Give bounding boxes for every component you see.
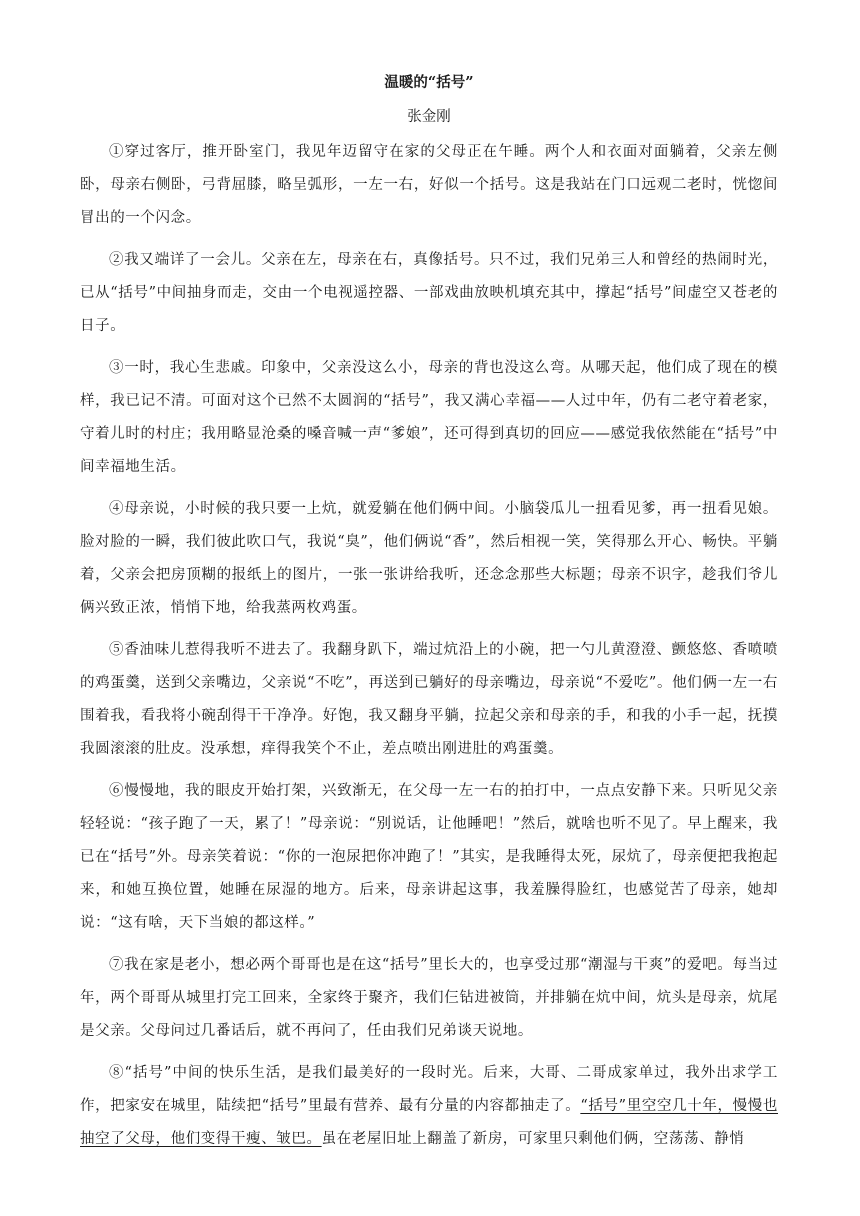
paragraph-8-part-2: 虽在老屋旧址上翻盖了新房，可家里只剩他们俩，空荡荡、静悄 — [321, 1131, 745, 1147]
paragraph-3: ③一时，我心生悲戚。印象中，父亲没这么小，母亲的背也没这么弯。从哪天起，他们成了现在的模样，我已记不清。可面对这个已然不太圆润的“括号”，我又满心幸福——人过中年，仍有二老守着老家，守着儿时的村庄；我用略显沧桑的嗓音喊一声“爹娘”，还可得到真切的回应——感觉我依然能在“括号”中间幸福地生活。 — [80, 360, 778, 475]
paragraph-8-part-1: ⑧“括号”中间的快乐生活，是我们最美好的一段时光。后来，大哥、二哥成家单过，我外出求学工作，把家安在城里，陆续把“括号”里最有营养、最有分量的内容都抽走了。 — [80, 1065, 778, 1114]
paragraph-4: ④母亲说，小时候的我只要一上炕，就爱躺在他们俩中间。小脑袋瓜儿一扭看见爹，再一扭看见娘。脸对脸的一瞬，我们彼此吹口气，我说“臭”，他们俩说“香”，然后相视一笑，笑得那么开心、畅快。平躺着，父亲会把房顶糊的报纸上的图片，一张一张讲给我听，还念念那些大标题；母亲不识字，趁我们爷儿俩兴致正浓，悄悄下地，给我蒸两枚鸡蛋。 — [80, 501, 778, 616]
article-author: 张金刚 — [407, 109, 451, 125]
paragraph-6: ⑥慢慢地，我的眼皮开始打架，兴致渐无，在父母一左一右的拍打中，一点点安静下来。只听见父亲轻轻说：“孩子跑了一天，累了！”母亲说：“别说话，让他睡吧！”然后，就啥也听不见了。早上醒来，我已在“括号”外。母亲笑着说：“你的一泡尿把你冲跑了！”其实，是我睡得太死，尿炕了，母亲便把我抱起来，和她互换位置，她睡在尿湿的地方。后来，母亲讲起这事，我羞臊得脸红，也感觉苦了母亲，她却说：“这有啥，天下当娘的都这样。” — [80, 783, 778, 931]
paragraph-1: ①穿过客厅，推开卧室门，我见年迈留守在家的父母正在午睡。两个人和衣面对面躺着，父亲左侧卧，母亲右侧卧，弓背屈膝，略呈弧形，一左一右，好似一个括号。这是我站在门口远观二老时，恍惚间冒出的一个闪念。 — [80, 144, 778, 226]
paragraph-2: ②我又端详了一会儿。父亲在左，母亲在右，真像括号。只不过，我们兄弟三人和曾经的热闹时光，已从“括号”中间抽身而走，交由一个电视遥控器、一部戏曲放映机填充其中，撑起“括号”间虚空又苍老的日子。 — [80, 252, 778, 334]
article-title: 温暖的“括号” — [384, 74, 474, 91]
paragraph-5: ⑤香油味儿惹得我听不进去了。我翻身趴下，端过炕沿上的小碗，把一勺儿黄澄澄、颤悠悠、香喷喷的鸡蛋羹，送到父亲嘴边，父亲说“不吃”，再送到已躺好的母亲嘴边，母亲说“不爱吃”。他们俩一左一右围着我，看我将小碗刮得干干净净。好饱，我又翻身平躺，拉起父亲和母亲的手，和我的小手一起，抚摸我圆滚滚的肚皮。没承想，痒得我笑个不止，差点喷出刚进肚的鸡蛋羹。 — [80, 642, 778, 757]
paragraph-8 — [80, 1057, 778, 1156]
underlined-sentence: “括号”里空空几十年，慢慢也抽空了父母，他们变得干瘦、皱巴。 — [80, 1098, 778, 1147]
paragraph-7: ⑦我在家是老小，想必两个哥哥也是在这“括号”里长大的，也享受过那“潮湿与干爽”的爱吧。每当过年，两个哥哥从城里打完工回来，全家终于聚齐，我们仨钻进被筒，并排躺在炕中间，炕头是母亲，炕尾是父亲。父母问过几番话后，就不再问了，任由我们兄弟谈天说地。 — [80, 957, 778, 1039]
